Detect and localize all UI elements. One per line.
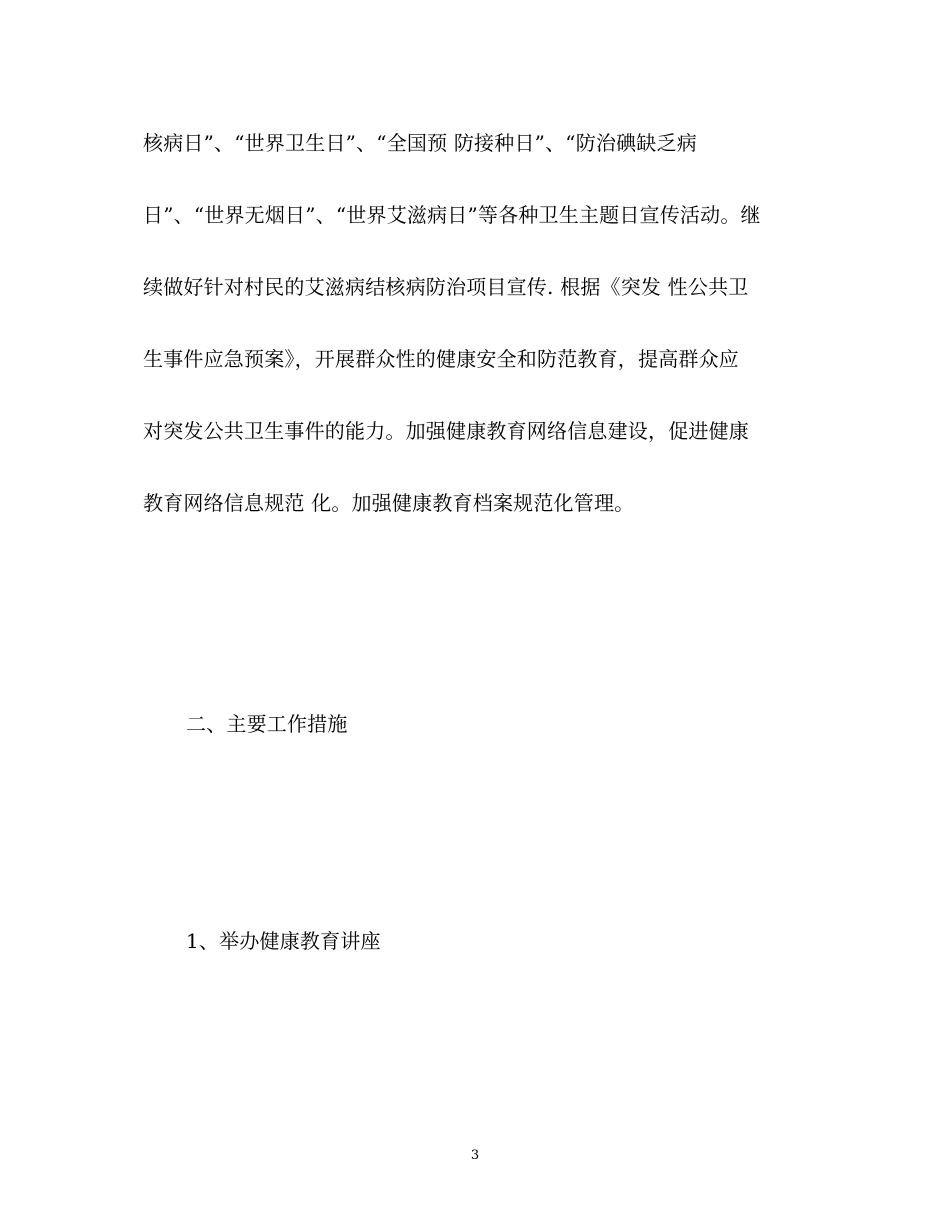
paragraph-line-2: 日”、“世界无烟日”、“世界艾滋病日”等各种卫生主题日宣传活动。继 bbox=[143, 203, 761, 227]
page-number: 3 bbox=[470, 1148, 480, 1163]
paragraph-line-6: 教育网络信息规范 化。加强健康教育档案规范化管理。 bbox=[143, 491, 635, 515]
paragraph-line-5: 对突发公共卫生事件的能力。加强健康教育网络信息建设，促进健康 bbox=[143, 419, 749, 443]
section-heading: 二、主要工作措施 bbox=[186, 712, 348, 736]
subsection-heading: 1、举办健康教育讲座 bbox=[186, 929, 381, 953]
paragraph-line-4: 生事件应急预案》，开展群众性的健康安全和防范教育，提高群众应 bbox=[143, 347, 739, 371]
paragraph-line-3: 续做好针对村民的艾滋病结核病防治项目宣传. 根据《突发 性公共卫 bbox=[143, 275, 749, 299]
paragraph-line-1: 核病日”、“世界卫生日”、“全国预 防接种日”、“防治碘缺乏病 bbox=[143, 131, 697, 155]
